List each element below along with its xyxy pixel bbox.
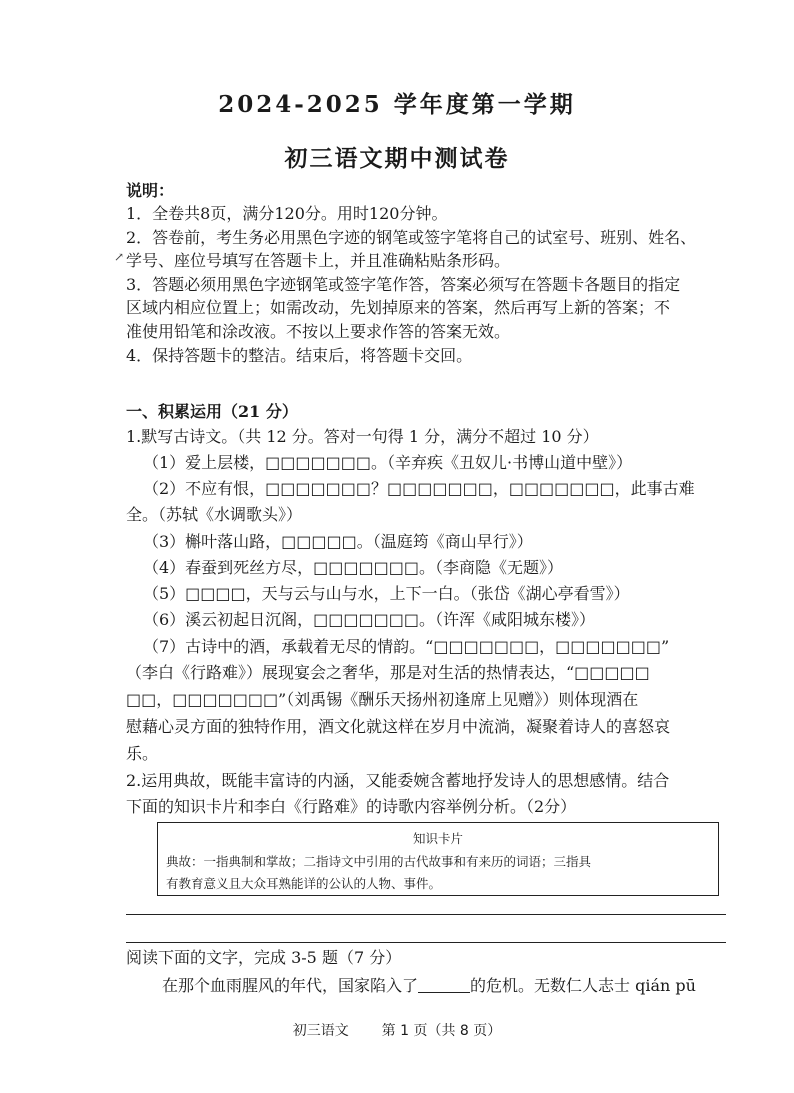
answer-line xyxy=(126,914,726,915)
question-line: （李白《行路难》）展现宴会之奢华，那是对生活的热情表达，“□□□□□ xyxy=(126,663,650,682)
page-footer xyxy=(0,1020,794,1040)
question-line: 2.运用典故，既能丰富诗的内涵，又能委婉含蓄地抒发诗人的思想感情。结合 xyxy=(126,771,670,790)
reading-heading: 阅读下面的文字，完成 3-5 题（7 分） xyxy=(126,948,402,967)
answer-line xyxy=(126,942,726,943)
exam-title: 2024-2025 学年度第一学期 xyxy=(218,91,576,118)
exam-subtitle: 初三语文期中测试卷 xyxy=(284,145,510,172)
knowledge-card-title: 知识卡片 xyxy=(412,831,463,846)
footer-page-number: 第 1 页（共 8 页） xyxy=(381,1023,502,1039)
instruction-line: 区域内相应位置上；如需改动，先划掉原来的答案，然后再写上新的答案；不 xyxy=(126,298,671,317)
knowledge-card-line: 有教育意义且大众耳熟能详的公认的人物、事件。 xyxy=(166,876,442,891)
instruction-line: 学号、座位号填写在答题卡上，并且准确粘贴条形码。 xyxy=(126,251,511,270)
question-line: （3）槲叶落山路，□□□□□。（温庭筠《商山早行》） xyxy=(143,532,533,551)
reading-text-end: 的危机。无数仁人志士 qián pū xyxy=(470,976,696,995)
reading-text-start: 在那个血雨腥风的年代，国家陷入了 xyxy=(162,976,419,995)
knowledge-card-text xyxy=(166,851,591,895)
knowledge-card xyxy=(157,822,719,896)
handwritten-arrow-mark: ↗ xyxy=(114,250,125,264)
fill-in-blank xyxy=(418,976,470,993)
question-line: 下面的知识卡片和李白《行路难》的诗歌内容举例分析。（2分） xyxy=(126,797,577,816)
reading-passage xyxy=(162,975,696,997)
question-line: 1.默写古诗文。（共 12 分。答对一句得 1 分，满分不超过 10 分） xyxy=(126,427,599,446)
instruction-line: 3．答题必须用黑色字迹钢笔或签字笔作答，答案必须写在答题卡各题目的指定 xyxy=(126,275,681,294)
footer-subject: 初三语文 xyxy=(292,1023,349,1039)
question-line: （5）□□□□，天与云与山与水，上下一白。（张岱《湖心亭看雪》） xyxy=(143,584,630,603)
question-line: □□，□□□□□□□”（刘禹锡《酬乐天扬州初逢席上见赠》）则体现酒在 xyxy=(126,690,639,709)
question-line: 乐。 xyxy=(126,744,159,763)
instruction-line: 准使用铅笔和涂改液。不按以上要求作答的答案无效。 xyxy=(126,322,511,341)
question-line: （4）春蚕到死丝方尽，□□□□□□□。（李商隐《无题》） xyxy=(143,558,564,577)
question-line: 全。（苏轼《水调歌头》） xyxy=(126,505,303,524)
question-line: （1）爱上层楼，□□□□□□□。（辛弃疾《丑奴儿·书博山道中壁》） xyxy=(143,453,633,472)
section-heading: 一、积累运用（21 分） xyxy=(126,402,298,421)
instructions-heading: 说明： xyxy=(126,181,175,200)
question-line: （2）不应有恨，□□□□□□□？□□□□□□□，□□□□□□□，此事古难 xyxy=(143,479,695,498)
question-line: 慰藉心灵方面的独特作用，酒文化就这样在岁月中流淌，凝聚着诗人的喜怒哀 xyxy=(126,717,671,736)
instruction-line: 4．保持答题卡的整洁。结束后，将答题卡交回。 xyxy=(126,346,473,365)
instruction-line: 2．答卷前，考生务必用黑色字迹的钢笔或签字笔将自己的试室号、班别、姓名、 xyxy=(126,228,697,247)
knowledge-card-line: 典故：一指典制和掌故；二指诗文中引用的古代故事和有来历的词语；三指具 xyxy=(166,854,592,869)
question-line: （6）溪云初起日沉阁，□□□□□□□。（许浑《咸阳城东楼》） xyxy=(143,610,596,629)
instruction-line: 1．全卷共8页，满分120分。用时120分钟。 xyxy=(126,204,448,223)
question-line: （7）古诗中的酒，承载着无尽的情韵。“□□□□□□□，□□□□□□□” xyxy=(143,637,670,656)
